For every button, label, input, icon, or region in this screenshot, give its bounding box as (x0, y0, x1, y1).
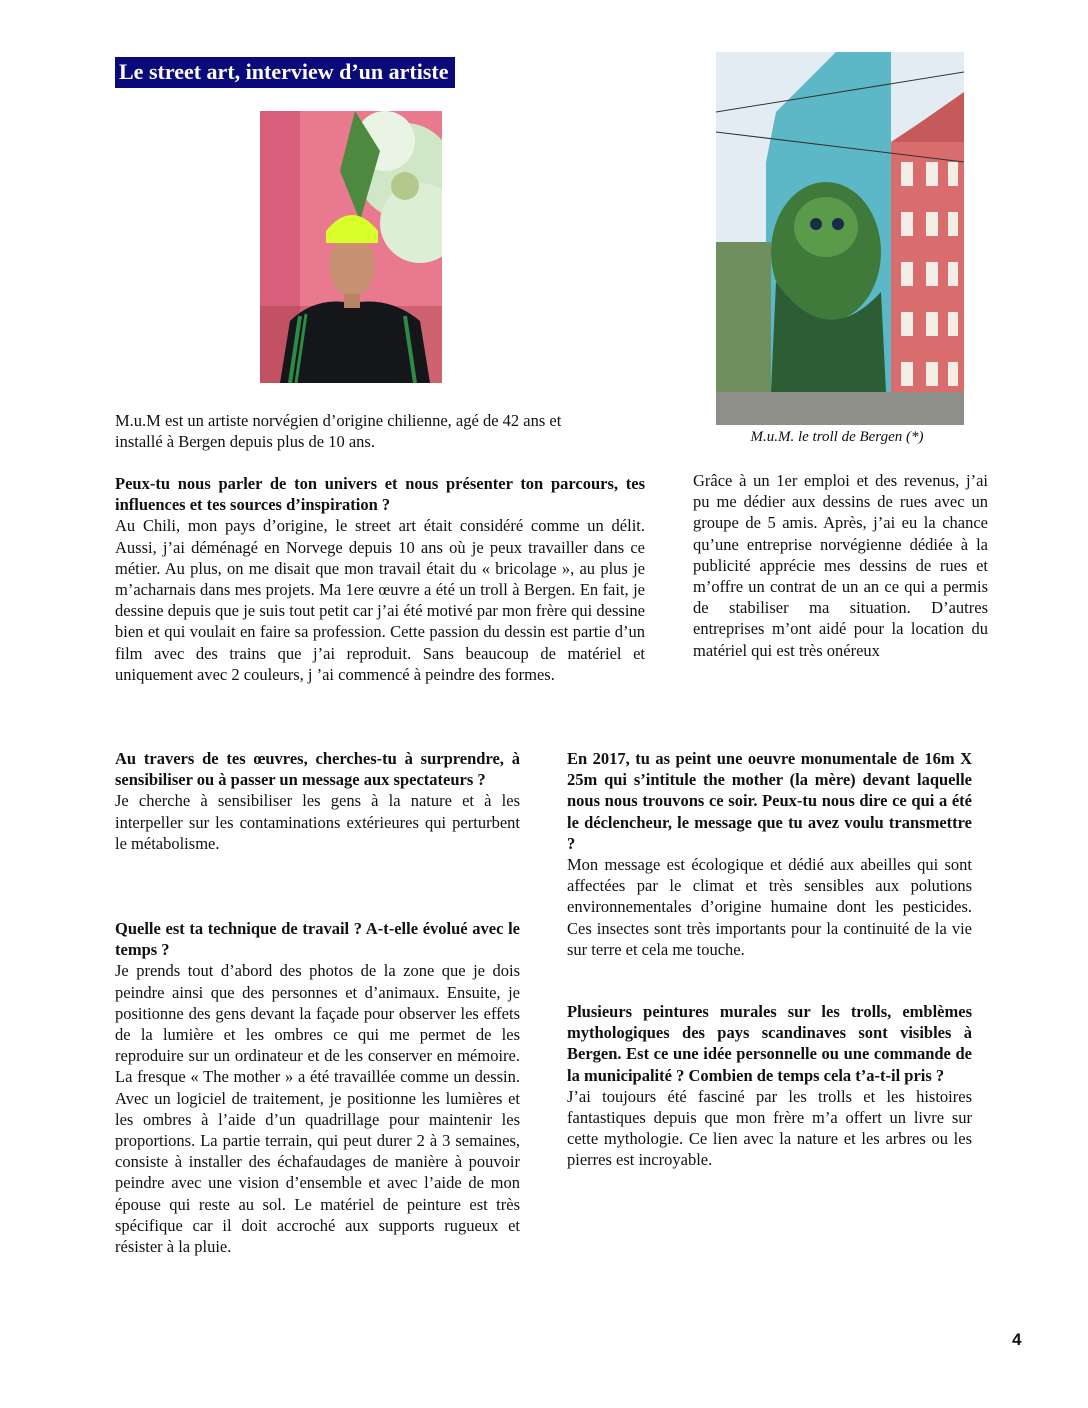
portrait-illustration (260, 111, 442, 383)
q2-question: Au travers de tes œuvres, cherches-tu à surprendre, à sensibiliser ou à passer un message aux spectateurs ? (115, 749, 520, 790)
q5-answer: J’ai toujours été fasciné par les trolls et les histoires fantastiques depuis que mon frère m’a offert un livre sur cette mythologie. Ce lien avec la nature et les arbres ou les pierres est incroyable. (567, 1086, 972, 1170)
q1-question: Peux-tu nous parler de ton univers et nous présenter ton parcours, tes influences et tes sources d’inspiration ? (115, 474, 645, 515)
q5-block (567, 1001, 972, 1171)
mural-caption: M.u.M. le troll de Bergen (*) (750, 429, 924, 445)
q1-continuation: Grâce à un 1er emploi et des revenus, j’ai pu me dédier aux dessins de rues avec un groupe de 5 amis. Après, j’ai eu la chance qu’une entreprise norvégienne dédiée à la publicité apprécie mes dessins de rues et m’offre un contrat de un an ce qui a permis de stabiliser ma situation. D’autres entreprises m’ont aidé pour la location du matériel qui est très onéreux (693, 471, 988, 660)
q3-block (115, 918, 520, 1257)
mural-photo (716, 52, 964, 425)
q4-block (567, 748, 972, 960)
page-number: 4 (1012, 1330, 1022, 1349)
portrait-photo (260, 111, 442, 383)
mural-illustration (716, 52, 964, 425)
q2-block (115, 748, 520, 854)
page-title: Le street art, interview d’un artiste (115, 57, 455, 88)
q5-question: Plusieurs peintures murales sur les trolls, emblèmes mythologiques des pays scandinaves sont visibles à Bergen. Est ce une idée personnelle ou une commande de la municipalité ? Combien de temps cela t’a-t-il pris ? (567, 1002, 972, 1085)
q1-block (115, 473, 645, 685)
intro-paragraph: M.u.M est un artiste norvégien d’origine chilienne, agé de 42 ans et installé à Bergen depuis plus de 10 ans. (115, 411, 562, 452)
q1-answer: Au Chili, mon pays d’origine, le street art était considéré comme un délit. Aussi, j’ai déménagé en Norvege depuis 10 ans où je peux travailler dans ce métier. Au plus, on me disait que mon travail était du « bricolage », au plus je m’acharnais dans mes projets. Ma 1ere œuvre a été un troll à Bergen. En fait, je dessine depuis que je suis tout petit car j’ai été motivé par mon frère qui dessine bien et qui voulait en faire sa profession. Cette passion du dessin est partie d’un film avec des trains que j’ai reproduit. Sans beaucoup de matériel et uniquement avec 2 couleurs, j ’ai commencé à peindre des formes. (115, 516, 645, 684)
q4-question: En 2017, tu as peint une oeuvre monumentale de 16m X 25m qui s’intitule the mother (la mère) devant laquelle nous nous trouvons ce soir. Peux-tu nous dire ce qui a été le déclencheur, le message que tu avez voulu transmettre ? (567, 749, 972, 853)
q3-question: Quelle est ta technique de travail ? A-t-elle évolué avec le temps ? (115, 919, 520, 960)
q3-answer: Je prends tout d’abord des photos de la zone que je dois peindre ainsi que des personnes et d’animaux. Ensuite, je positionne des gens devant la façade pour observer les effets de la lumière et les ombres ce qui me permet de les reproduire sur un ordinateur et de les conserver en mémoire. La fresque « The mother » a été travaillée comme un dessin. Avec un logiciel de traitement, je positionne les lumières et les ombres à l’aide d’un quadrillage pour maintenir les proportions. La partie terrain, qui peut durer 2 à 3 semaines, consiste à installer des échafaudages de manière à pouvoir peindre avec une vision d’ensemble et avec l’aide de mon épouse qui reste au sol. Le matériel de peinture est très spécifique car il doit accroché aux supports rugueux et résister à la pluie. (115, 961, 520, 1257)
q4-answer: Mon message est écologique et dédié aux abeilles qui sont affectées par le climat et très sensibles aux polutions environnementales d’origine humaine dont les pesticides. Ces insectes sont très importants pour la continuité de la vie sur terre et cela me touche. (567, 855, 972, 959)
q2-answer: Je cherche à sensibiliser les gens à la nature et à les interpeller sur les contaminations extérieures qui perturbent le métabolisme. (115, 791, 520, 853)
